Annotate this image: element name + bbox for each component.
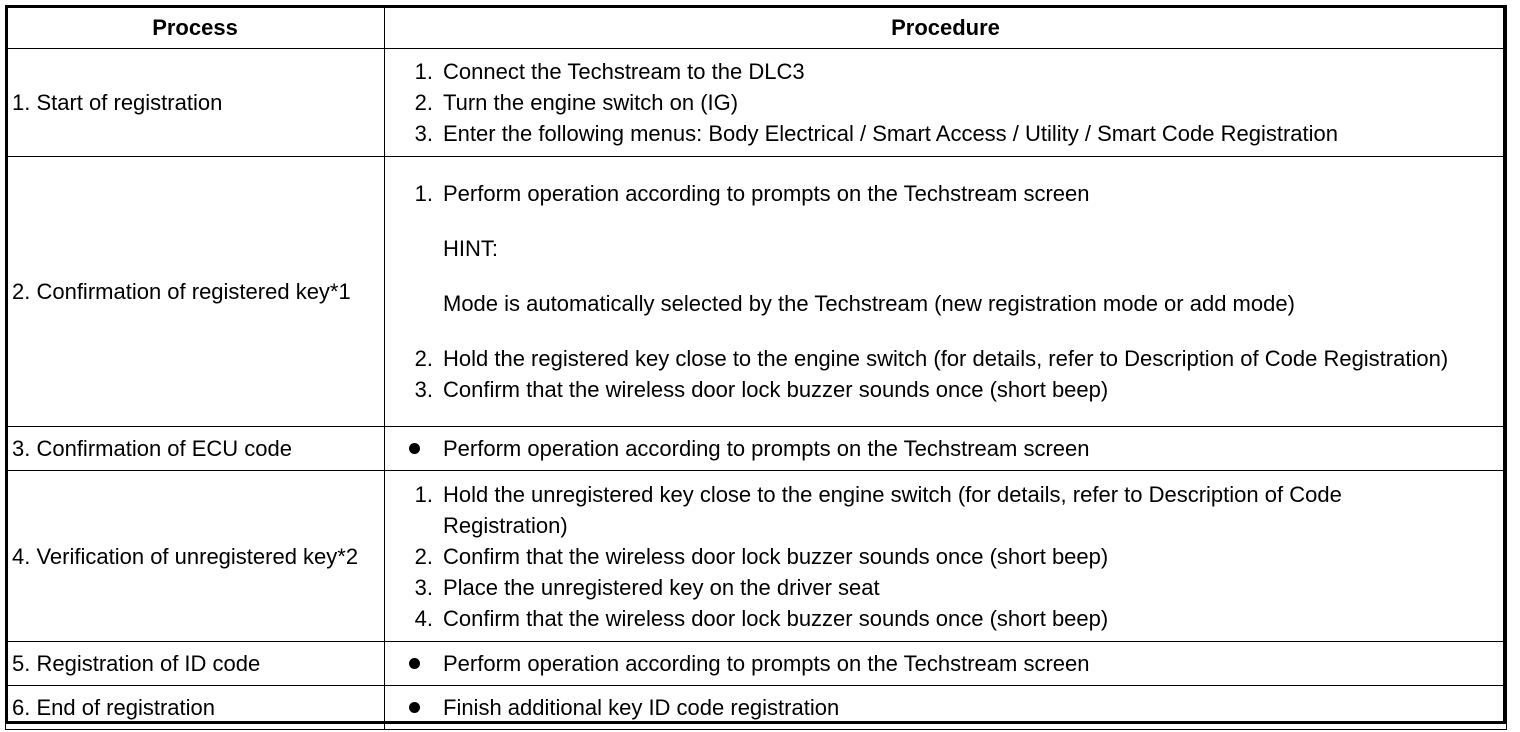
process-label: 5. Registration of ID code [12, 651, 261, 676]
step-text: Perform operation according to prompts on the Techstream screen [443, 651, 1090, 676]
step-text: Turn the engine switch on (IG) [443, 90, 739, 115]
process-label: 1. Start of registration [12, 90, 223, 115]
step-text: Confirm that the wireless door lock buzzer sounds once (short beep) [443, 605, 1109, 631]
process-column-header: Process [6, 6, 385, 49]
step-number: 1. [414, 481, 433, 507]
table-outer-border [5, 5, 1506, 724]
step-number: 3. [414, 574, 433, 600]
step-text: Confirm that the wireless door lock buzzer sounds once (short beep) [443, 377, 1109, 402]
step-number: 2. [414, 543, 433, 569]
process-label: 6. End of registration [12, 695, 216, 720]
process-label: 4. Verification of unregistered key*2 [12, 543, 359, 569]
step-number: 4. [414, 605, 433, 631]
step-text: Hold the unregistered key close to the engine switch (for details, refer to Description of Code Registration) [443, 481, 1342, 538]
step-text: Perform operation according to prompts on the Techstream screen [443, 436, 1090, 461]
process-label: 2. Confirmation of registered key*1 [12, 279, 351, 304]
step-text: Finish additional key ID code registration [443, 695, 840, 720]
step-text: Confirm that the wireless door lock buzzer sounds once (short beep) [443, 543, 1109, 569]
step-number: 1. [414, 181, 433, 206]
hint-label: HINT: [443, 236, 498, 261]
step-text: Place the unregistered key on the driver seat [443, 574, 880, 600]
hint-text: Mode is automatically selected by the Techstream (new registration mode or add mode) [443, 291, 1295, 316]
step-text: Perform operation according to prompts on the Techstream screen [443, 181, 1090, 206]
step-text: Hold the registered key close to the engine switch (for details, refer to Description of Code Registration) [443, 346, 1449, 371]
step-number: 3. [414, 121, 433, 146]
step-text: Enter the following menus: Body Electrical / Smart Access / Utility / Smart Code Registration [443, 121, 1339, 146]
step-number: 3. [414, 377, 433, 402]
step-number: 2. [414, 90, 433, 115]
process-label: 3. Confirmation of ECU code [12, 436, 293, 461]
procedure-column-header: Procedure [385, 6, 1507, 49]
step-text: Connect the Techstream to the DLC3 [443, 59, 805, 84]
step-number: 2. [414, 346, 433, 371]
step-number: 1. [414, 59, 433, 84]
